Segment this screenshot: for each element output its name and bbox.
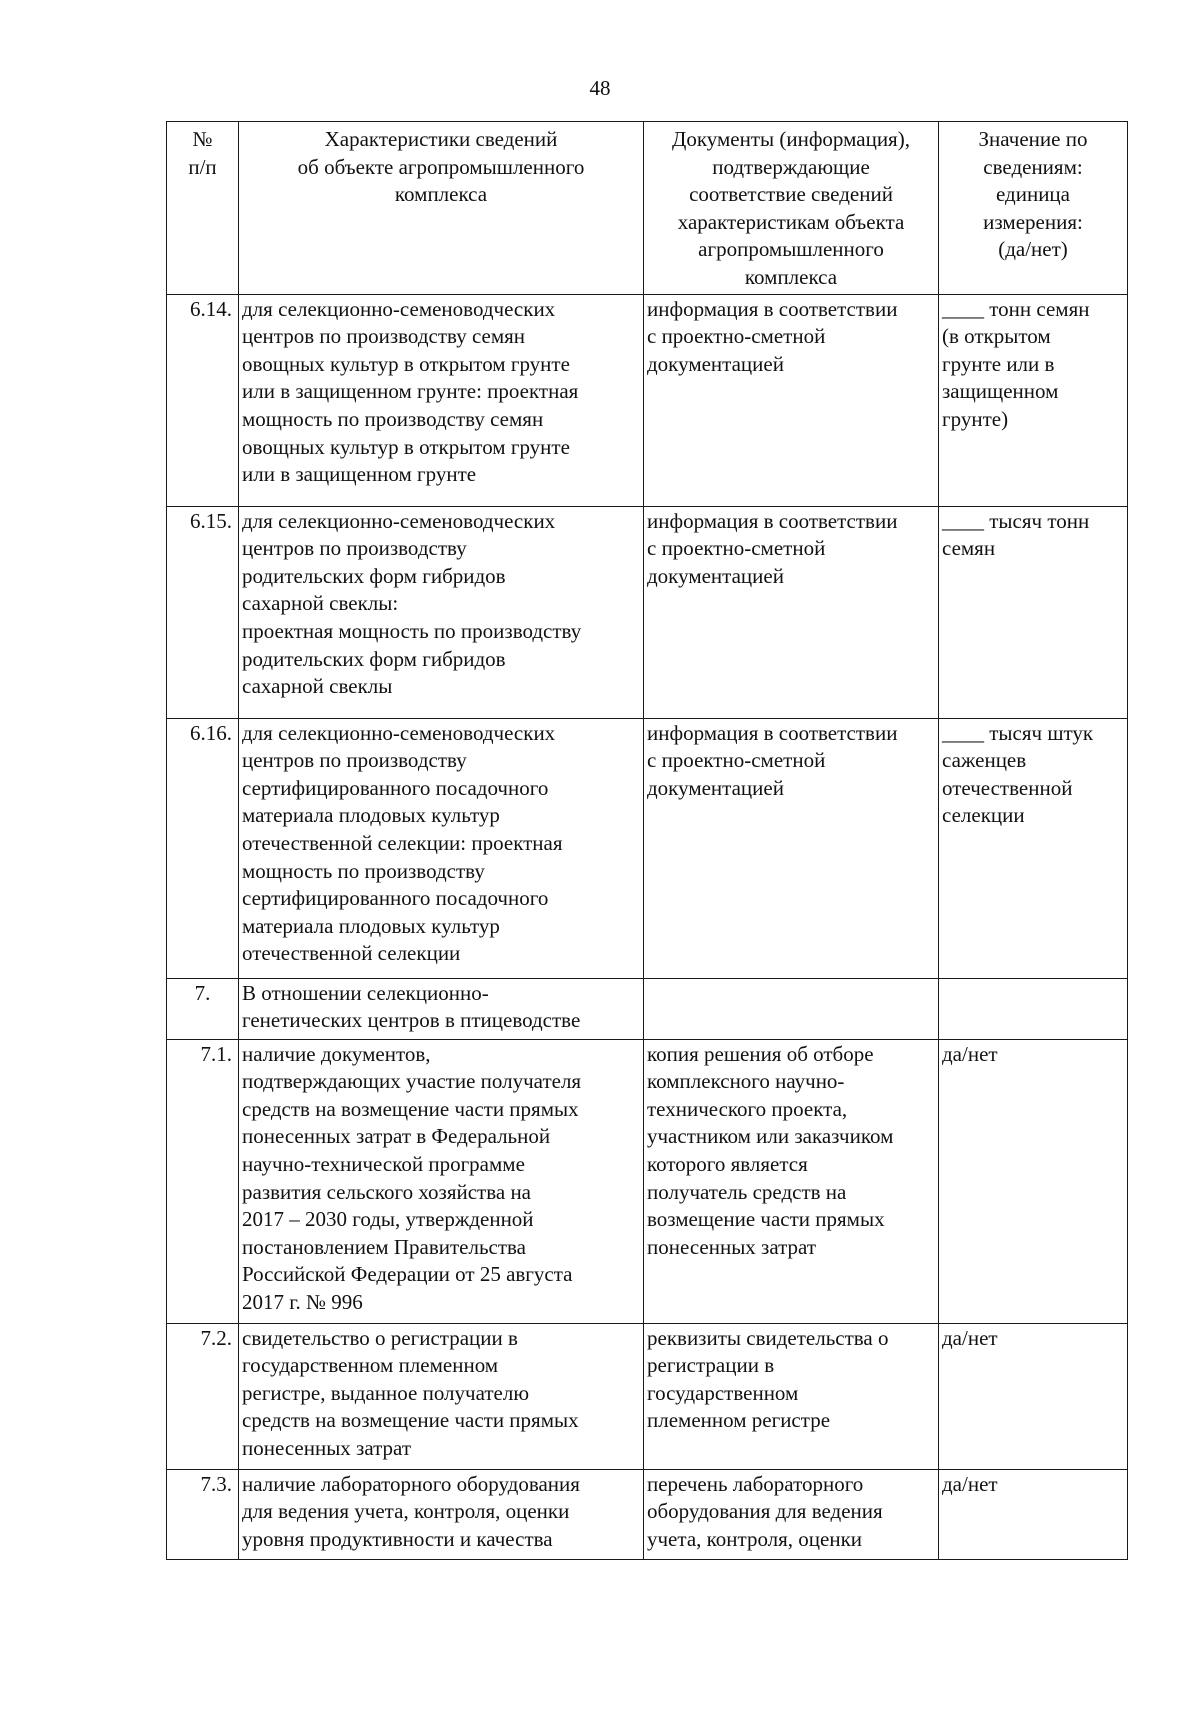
table-row xyxy=(167,1039,1128,1323)
row-documents: копия решения об отборе комплексного научно- технического проекта, участником или заказчиком которого является получатель средств на возмещение части прямых понесенных затрат xyxy=(644,1039,939,1323)
row-characteristic: свидетельство о регистрации в государственном племенном регистре, выданное получателю средств на возмещение части прямых понесенных затрат xyxy=(239,1323,644,1469)
row-documents: информация в соответствии с проектно-сметной документацией xyxy=(644,506,939,718)
table-row xyxy=(167,1323,1128,1469)
row-number: 7.2. xyxy=(167,1323,239,1469)
row-value: да/нет xyxy=(939,1323,1128,1469)
requirements-table xyxy=(166,121,1128,1560)
table-row xyxy=(167,506,1128,718)
row-characteristic: В отношении селекционно- генетических центров в птицеводстве xyxy=(239,978,644,1039)
row-value xyxy=(939,978,1128,1039)
row-value: ____ тысяч тонн семян xyxy=(939,506,1128,718)
row-number: 7.1. xyxy=(167,1039,239,1323)
row-documents: информация в соответствии с проектно-сметной документацией xyxy=(644,718,939,978)
row-value: ____ тысяч штук саженцев отечественной селекции xyxy=(939,718,1128,978)
page-number: 48 xyxy=(589,76,611,100)
header-value: Значение по сведениям: единица измерения: (да/нет) xyxy=(939,122,1128,295)
row-number: 6.16. xyxy=(167,718,239,978)
row-number: 7. xyxy=(167,978,239,1039)
row-characteristic: наличие документов, подтверждающих участие получателя средств на возмещение части прямых понесенных затрат в Федеральной научно-технической программе развития сельского хозяйства на 2017 – 2030 годы, утвержденной постановлением Правительства Российской Федерации от 25 августа 2017 г. № 996 xyxy=(239,1039,644,1323)
row-number: 6.15. xyxy=(167,506,239,718)
row-documents: перечень лабораторного оборудования для ведения учета, контроля, оценки xyxy=(644,1469,939,1559)
row-value: да/нет xyxy=(939,1469,1128,1559)
header-characteristics: Характеристики сведений об объекте агропромышленного комплекса xyxy=(239,122,644,295)
table-row xyxy=(167,718,1128,978)
row-number: 7.3. xyxy=(167,1469,239,1559)
row-documents: реквизиты свидетельства о регистрации в государственном племенном регистре xyxy=(644,1323,939,1469)
row-characteristic: для селекционно-семеноводческих центров по производству родительских форм гибридов сахарной свеклы: проектная мощность по производству родительских форм гибридов сахарной свеклы xyxy=(239,506,644,718)
table-row xyxy=(167,1469,1128,1559)
header-number: № п/п xyxy=(167,122,239,295)
row-value: да/нет xyxy=(939,1039,1128,1323)
row-characteristic: наличие лабораторного оборудования для ведения учета, контроля, оценки уровня продуктивности и качества xyxy=(239,1469,644,1559)
table-header-row xyxy=(167,122,1128,295)
row-characteristic: для селекционно-семеноводческих центров по производству семян овощных культур в открытом грунте или в защищенном грунте: проектная мощность по производству семян овощных культур в открытом грунте или в защищенном грунте xyxy=(239,294,644,506)
row-characteristic: для селекционно-семеноводческих центров по производству сертифицированного посадочного материала плодовых культур отечественной селекции: проектная мощность по производству сертифицированного посадочного материала плодовых культур отечественной селекции xyxy=(239,718,644,978)
header-documents: Документы (информация), подтверждающие соответствие сведений характеристикам объекта агропромышленного комплекса xyxy=(644,122,939,295)
row-value: ____ тонн семян (в открытом грунте или в защищенном грунте) xyxy=(939,294,1128,506)
row-number: 6.14. xyxy=(167,294,239,506)
row-documents xyxy=(644,978,939,1039)
row-documents: информация в соответствии с проектно-сметной документацией xyxy=(644,294,939,506)
table-row xyxy=(167,294,1128,506)
table-row xyxy=(167,978,1128,1039)
